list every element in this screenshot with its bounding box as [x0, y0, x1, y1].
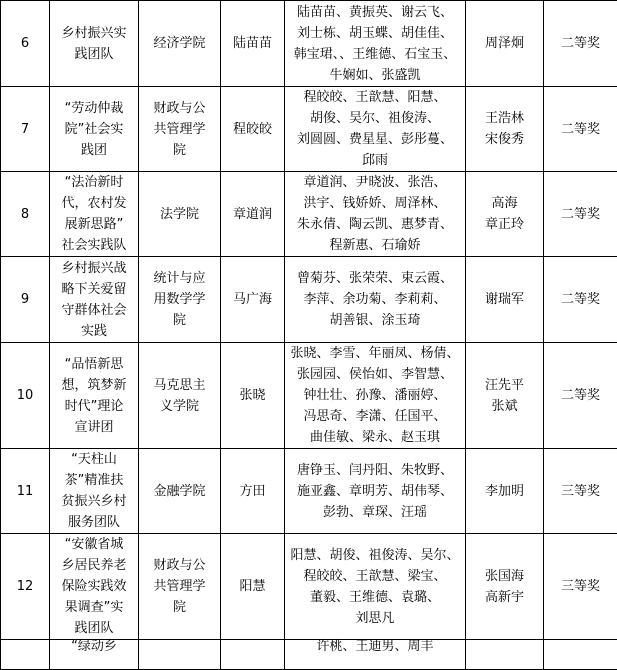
project-name — [50, 449, 139, 534]
college-name — [139, 343, 221, 449]
project-name — [50, 343, 139, 449]
project-name — [50, 1, 139, 87]
advisor-names-line: 王浩林 — [469, 108, 540, 129]
advisor-names-line: 高海 — [469, 193, 540, 214]
row-number: 7 — [1, 87, 50, 172]
team-members — [285, 257, 466, 343]
project-name-line: 想，筑梦新 — [53, 375, 135, 396]
team-members-line: 李萍、余功菊、李莉莉、 — [288, 289, 462, 310]
award-level: 二等奖 — [544, 257, 617, 343]
project-name-line: “安徽省城 — [53, 534, 135, 555]
team-members-line: 胡善银、涂玉琦 — [288, 310, 462, 331]
team-members-line: 洪宇、钱娇娇、周泽林、 — [288, 193, 462, 214]
advisor-names — [466, 1, 544, 87]
college-name-line: 财政与公 — [142, 98, 217, 119]
project-name-line: “绿动乡 — [71, 639, 117, 654]
college-name-line: 共管理学 — [142, 576, 217, 597]
row-number: 11 — [1, 449, 50, 534]
college-name-line: 经济学院 — [142, 33, 217, 54]
row-number: 12 — [1, 534, 50, 640]
table-row — [1, 257, 617, 343]
college-name-line: 法学院 — [142, 204, 217, 225]
project-name-line: 展新思路” — [53, 214, 135, 235]
project-name-line: 社会实践队 — [53, 235, 135, 256]
project-name-line: 实践 — [53, 321, 135, 342]
team-members — [285, 1, 466, 87]
advisor-names — [466, 449, 544, 534]
college-name-line: 用数学学 — [142, 289, 217, 310]
award-level: 三等奖 — [544, 534, 617, 640]
project-name-line: 宣讲团 — [53, 417, 135, 438]
row-number: 9 — [1, 257, 50, 343]
project-name — [50, 640, 139, 670]
project-name-line: 守群体社会 — [53, 300, 135, 321]
team-leader — [221, 640, 285, 670]
team-members-line: 刘圆圆、费星星、彭彤蔓、 — [288, 129, 462, 150]
project-name-line: 践团 — [53, 140, 135, 161]
project-name-line: 略下关爱留 — [53, 279, 135, 300]
college-name-line: 院 — [142, 310, 217, 331]
advisor-names — [466, 534, 544, 640]
project-name — [50, 534, 139, 640]
team-members-line: 董毅、王维德、袁璐、 — [288, 587, 462, 608]
team-members-line: 韩宝珺、、王维德、石宝玉、 — [288, 44, 462, 65]
college-name — [139, 1, 221, 87]
advisor-names — [466, 640, 544, 670]
row-number: 10 — [1, 343, 50, 449]
project-name-line: 践团队 — [53, 44, 135, 65]
college-name-line: 马克思主 — [142, 375, 217, 396]
advisor-names-line: 宋俊秀 — [469, 129, 540, 150]
college-name-line: 财政与公 — [142, 555, 217, 576]
team-members-line: 钟壮壮、孙豫、潘丽婷、 — [288, 385, 462, 406]
award-level — [544, 640, 617, 670]
row-number — [1, 640, 50, 670]
award-level: 二等奖 — [544, 87, 617, 172]
college-name — [139, 534, 221, 640]
project-name-line: “品悟新思 — [53, 354, 135, 375]
project-name-line: “天柱山 — [53, 449, 135, 470]
team-members-line: 章道润、尹晓波、张浩、 — [288, 172, 462, 193]
team-members-line: 胡俊、吴尔、祖俊涛、 — [288, 108, 462, 129]
project-name-line: 乡村振兴战 — [53, 258, 135, 279]
college-name-line: 金融学院 — [142, 481, 217, 502]
project-name-line: 服务团队 — [53, 512, 135, 533]
team-members — [285, 534, 466, 640]
team-members-line: 曲佳敏、梁永、赵玉琪 — [288, 427, 462, 448]
team-members-line: 许桃、王迪男、周丰 — [316, 639, 433, 654]
team-members-line: 邱雨 — [288, 150, 462, 171]
college-name — [139, 640, 221, 670]
advisor-names — [466, 172, 544, 257]
team-leader: 章道润 — [221, 172, 285, 257]
table-row — [1, 343, 617, 449]
project-name-line: 果调查”实 — [53, 597, 135, 618]
college-name — [139, 449, 221, 534]
college-name — [139, 257, 221, 343]
team-members-line: 程皎皎、王歆慧、梁宝、 — [288, 566, 462, 587]
team-members-line: 曾菊芬、张荣荣、束云霞、 — [288, 268, 462, 289]
college-name-line: 共管理学 — [142, 119, 217, 140]
college-name-line: 院 — [142, 597, 217, 618]
award-level: 二等奖 — [544, 172, 617, 257]
advisor-names-line: 周泽炯 — [469, 33, 540, 54]
project-name-line: 保险实践效 — [53, 576, 135, 597]
team-leader: 张晓 — [221, 343, 285, 449]
team-members-line: 唐铮玉、闫丹阳、朱牧野、 — [288, 460, 462, 481]
table-row — [1, 534, 617, 640]
team-members-line: 程皎皎、王歆慧、阳慧、 — [288, 87, 462, 108]
row-number: 6 — [1, 1, 50, 87]
award-level: 三等奖 — [544, 449, 617, 534]
table-row — [1, 449, 617, 534]
award-level: 二等奖 — [544, 1, 617, 87]
table-row — [1, 172, 617, 257]
team-leader: 马广海 — [221, 257, 285, 343]
team-members-line: 阳慧、胡俊、祖俊涛、吴尔、 — [288, 545, 462, 566]
college-name — [139, 172, 221, 257]
team-members-line: 张园园、侯怡如、李智慧、 — [288, 364, 462, 385]
advisor-names — [466, 87, 544, 172]
award-level: 二等奖 — [544, 343, 617, 449]
team-members-line: 程新惠、石瑜娇 — [288, 235, 462, 256]
team-members-line: 朱永倩、陶云凯、惠梦青、 — [288, 214, 462, 235]
college-name-line: 义学院 — [142, 396, 217, 417]
team-members-line: 牛娴如、张盛凯 — [288, 65, 462, 86]
team-leader: 陆苗苗 — [221, 1, 285, 87]
advisor-names — [466, 257, 544, 343]
team-leader: 方田 — [221, 449, 285, 534]
project-name-line: 时代”理论 — [53, 396, 135, 417]
project-name-line: 茶”精准扶 — [53, 470, 135, 491]
advisor-names-line: 章正玲 — [469, 214, 540, 235]
table-row — [1, 87, 617, 172]
team-members — [285, 640, 466, 670]
team-members — [285, 172, 466, 257]
team-members-line: 彭勃、章琛、汪瑶 — [288, 502, 462, 523]
team-members-line: 陆苗苗、黄振英、谢云飞、 — [288, 2, 462, 23]
advisor-names-line: 高新宇 — [469, 587, 540, 608]
row-number: 8 — [1, 172, 50, 257]
project-name-line: 院”社会实 — [53, 119, 135, 140]
college-name — [139, 87, 221, 172]
team-members-line: 张晓、李雪、年丽凤、杨倩、 — [288, 343, 462, 364]
college-name-line: 统计与应 — [142, 268, 217, 289]
project-name — [50, 87, 139, 172]
team-leader: 程皎皎 — [221, 87, 285, 172]
project-name-line: 乡居民养老 — [53, 555, 135, 576]
project-name-line: 代，农村发 — [53, 193, 135, 214]
project-name-line: “法治新时 — [53, 172, 135, 193]
advisor-names-line: 李加明 — [469, 481, 540, 502]
project-name — [50, 257, 139, 343]
project-name-line: 践团队 — [53, 618, 135, 639]
advisor-names — [466, 343, 544, 449]
team-members — [285, 87, 466, 172]
team-members-line: 施亚鑫、章明芳、胡伟琴、 — [288, 481, 462, 502]
project-name-line: 乡村振兴实 — [53, 23, 135, 44]
team-members-line: 冯思奇、李潇、任国平、 — [288, 406, 462, 427]
table-row-partial — [1, 640, 617, 670]
team-members — [285, 449, 466, 534]
table-row — [1, 1, 617, 87]
advisor-names-line: 谢瑞军 — [469, 289, 540, 310]
advisor-names-line: 张斌 — [469, 396, 540, 417]
team-members — [285, 343, 466, 449]
project-name-line: 贫振兴乡村 — [53, 491, 135, 512]
advisor-names-line: 张国海 — [469, 566, 540, 587]
project-name-line: “劳动仲裁 — [53, 98, 135, 119]
project-name — [50, 172, 139, 257]
team-members-line: 刘士栋、胡玉蝶、胡佳佳、 — [288, 23, 462, 44]
college-name-line: 院 — [142, 140, 217, 161]
advisor-names-line: 汪先平 — [469, 375, 540, 396]
team-members-line: 刘思凡 — [288, 608, 462, 629]
team-leader: 阳慧 — [221, 534, 285, 640]
